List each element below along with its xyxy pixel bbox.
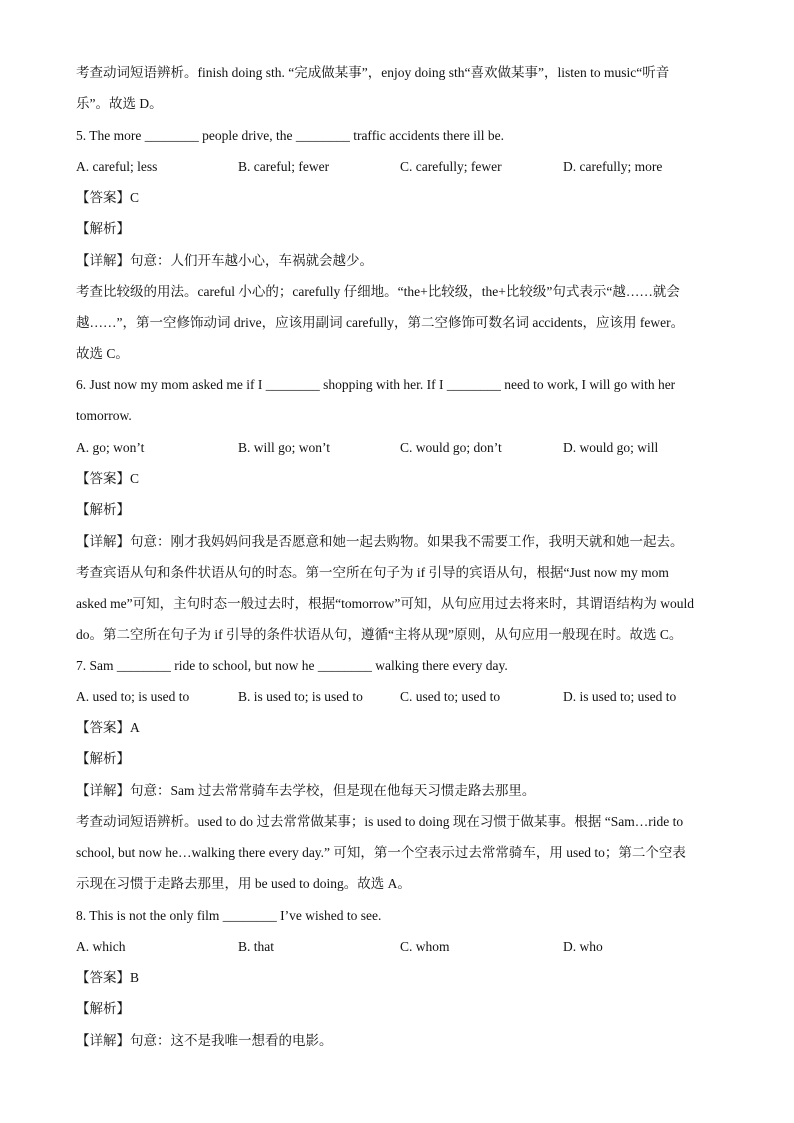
q7-option-a: A. used to; is used to	[76, 689, 190, 704]
q5-explanation-2: 越……”，第一空修饰动词 drive，应该用副词 carefully，第二空修饰可数名词 accidents，应该用 fewer。	[76, 315, 685, 330]
q8-detail: 【详解】句意：这不是我唯一想看的电影。	[76, 1033, 333, 1048]
q7-stem: 7. Sam ________ ride to school, but now he ________ walking there every day.	[76, 658, 508, 673]
q7-answer: 【答案】A	[76, 720, 140, 735]
q8-option-b: B. that	[238, 939, 274, 954]
q5-answer: 【答案】C	[76, 190, 140, 205]
q8-option-a: A. which	[76, 939, 126, 954]
intro-line-2: 乐”。故选 D。	[76, 96, 163, 111]
q7-detail: 【详解】句意：Sam 过去常常骑车去学校，但是现在他每天习惯走路去那里。	[76, 783, 536, 798]
q6-option-c: C. would go; don’t	[400, 440, 502, 455]
q8-answer: 【答案】B	[76, 970, 140, 985]
q5-option-c: C. carefully; fewer	[400, 159, 502, 174]
q5-stem: 5. The more ________ people drive, the ________ traffic accidents there ill be.	[76, 128, 504, 143]
q5-explanation-1: 考查比较级的用法。careful 小心的；carefully 仔细地。“the+比较级，the+比较级”句式表示“越……就会	[76, 284, 680, 299]
q5-option-b: B. careful; fewer	[238, 159, 330, 174]
q5-detail: 【详解】句意：人们开车越小心，车祸就会越少。	[76, 253, 373, 268]
q6-option-b: B. will go; won’t	[238, 440, 331, 455]
q6-option-a: A. go; won’t	[76, 440, 145, 455]
q8-option-c: C. whom	[400, 939, 450, 954]
q6-answer: 【答案】C	[76, 471, 140, 486]
q5-option-a: A. careful; less	[76, 159, 158, 174]
q7-explanation-2: school, but now he…walking there every day.” 可知，第一个空表示过去常常骑车，用 used to；第二个空表	[76, 845, 686, 860]
q6-stem-line-1: 6. Just now my mom asked me if I ________ shopping with her. If I ________ need to work, I will go with her	[76, 377, 676, 392]
q5-explanation-3: 故选 C。	[76, 346, 129, 361]
q7-option-d: D. is used to; used to	[563, 689, 677, 704]
q8-analysis-label: 【解析】	[76, 1001, 130, 1016]
q8-stem: 8. This is not the only film ________ I’ve wished to see.	[76, 908, 382, 923]
q6-detail: 【详解】句意：刚才我妈妈问我是否愿意和她一起去购物。如果我不需要工作，我明天就和她一起去。	[76, 534, 684, 549]
q6-explanation-1: 考查宾语从句和条件状语从句的时态。第一空所在句子为 if 引导的宾语从句，根据“Just now my mom	[76, 565, 669, 580]
q6-option-d: D. would go; will	[563, 440, 659, 455]
q5-option-d: D. carefully; more	[563, 159, 663, 174]
q7-option-c: C. used to; used to	[400, 689, 501, 704]
q7-explanation-3: 示现在习惯于走路去那里，用 be used to doing。故选 A。	[76, 876, 411, 891]
q7-analysis-label: 【解析】	[76, 751, 130, 766]
q6-stem-line-2: tomorrow.	[76, 408, 132, 423]
q7-explanation-1: 考查动词短语辨析。used to do 过去常常做某事；is used to doing 现在习惯于做某事。根据 “Sam…ride to	[76, 814, 684, 829]
q6-analysis-label: 【解析】	[76, 502, 130, 517]
q5-analysis-label: 【解析】	[76, 221, 130, 236]
intro-line-1: 考查动词短语辨析。finish doing sth. “完成做某事”，enjoy doing sth“喜欢做某事”，listen to music“听音	[76, 65, 670, 80]
q8-option-d: D. who	[563, 939, 603, 954]
q7-option-b: B. is used to; is used to	[238, 689, 363, 704]
q6-explanation-3: do。第二空所在句子为 if 引导的条件状语从句，遵循“主将从现”原则，从句应用一般现在时。故选 C。	[76, 627, 683, 642]
q6-explanation-2: asked me”可知，主句时态一般过去时，根据“tomorrow”可知，从句应用过去将来时，其谓语结构为 would	[76, 596, 694, 611]
